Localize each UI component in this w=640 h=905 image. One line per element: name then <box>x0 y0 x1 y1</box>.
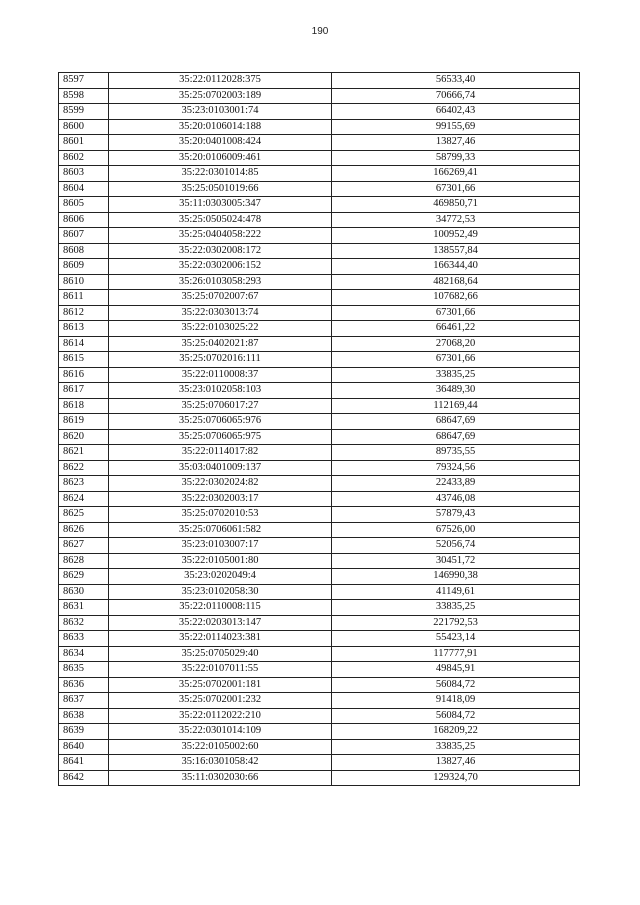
table-row <box>59 631 580 647</box>
cadastral-number-cell: 35:22:0105001:80 <box>109 553 332 569</box>
cadastral-number-cell: 35:25:0706061:582 <box>109 522 332 538</box>
cadastral-number-cell: 35:25:0702001:232 <box>109 693 332 709</box>
value-cell: 67301,66 <box>332 352 580 368</box>
table-row <box>59 166 580 182</box>
table-row <box>59 693 580 709</box>
cadastral-number-cell: 35:22:0302003:17 <box>109 491 332 507</box>
table-row <box>59 476 580 492</box>
cadastral-number-cell: 35:25:0404058:222 <box>109 228 332 244</box>
row-number-cell: 8636 <box>59 677 109 693</box>
value-cell: 33835,25 <box>332 367 580 383</box>
row-number-cell: 8602 <box>59 150 109 166</box>
value-cell: 146990,38 <box>332 569 580 585</box>
value-cell: 112169,44 <box>332 398 580 414</box>
table-row <box>59 600 580 616</box>
row-number-cell: 8614 <box>59 336 109 352</box>
value-cell: 168209,22 <box>332 724 580 740</box>
table-row <box>59 305 580 321</box>
value-cell: 129324,70 <box>332 770 580 786</box>
table-row <box>59 739 580 755</box>
row-number-cell: 8604 <box>59 181 109 197</box>
cadastral-number-cell: 35:22:0112028:375 <box>109 73 332 89</box>
cadastral-number-cell: 35:25:0501019:66 <box>109 181 332 197</box>
value-cell: 43746,08 <box>332 491 580 507</box>
cadastral-number-cell: 35:25:0705029:40 <box>109 646 332 662</box>
value-cell: 70666,74 <box>332 88 580 104</box>
row-number-cell: 8608 <box>59 243 109 259</box>
row-number-cell: 8638 <box>59 708 109 724</box>
row-number-cell: 8632 <box>59 615 109 631</box>
value-cell: 56084,72 <box>332 677 580 693</box>
value-cell: 33835,25 <box>332 600 580 616</box>
registry-table <box>58 72 580 786</box>
value-cell: 66461,22 <box>332 321 580 337</box>
table-row <box>59 491 580 507</box>
table-row <box>59 662 580 678</box>
table-row <box>59 290 580 306</box>
table-row <box>59 569 580 585</box>
table-row <box>59 383 580 399</box>
row-number-cell: 8607 <box>59 228 109 244</box>
table-row <box>59 259 580 275</box>
table-row <box>59 414 580 430</box>
table-row <box>59 243 580 259</box>
value-cell: 49845,91 <box>332 662 580 678</box>
row-number-cell: 8617 <box>59 383 109 399</box>
cadastral-number-cell: 35:22:0301014:109 <box>109 724 332 740</box>
cadastral-number-cell: 35:25:0706017:27 <box>109 398 332 414</box>
row-number-cell: 8627 <box>59 538 109 554</box>
value-cell: 166269,41 <box>332 166 580 182</box>
value-cell: 33835,25 <box>332 739 580 755</box>
table-row <box>59 119 580 135</box>
table-row <box>59 197 580 213</box>
row-number-cell: 8609 <box>59 259 109 275</box>
value-cell: 68647,69 <box>332 414 580 430</box>
value-cell: 57879,43 <box>332 507 580 523</box>
table-row <box>59 274 580 290</box>
row-number-cell: 8620 <box>59 429 109 445</box>
table-row <box>59 321 580 337</box>
cadastral-number-cell: 35:23:0102058:103 <box>109 383 332 399</box>
cadastral-number-cell: 35:22:0302024:82 <box>109 476 332 492</box>
cadastral-number-cell: 35:22:0112022:210 <box>109 708 332 724</box>
cadastral-number-cell: 35:03:0401009:137 <box>109 460 332 476</box>
cadastral-number-cell: 35:20:0401008:424 <box>109 135 332 151</box>
value-cell: 138557,84 <box>332 243 580 259</box>
row-number-cell: 8621 <box>59 445 109 461</box>
value-cell: 67301,66 <box>332 305 580 321</box>
cadastral-number-cell: 35:22:0110008:37 <box>109 367 332 383</box>
value-cell: 166344,40 <box>332 259 580 275</box>
row-number-cell: 8622 <box>59 460 109 476</box>
cadastral-number-cell: 35:25:0706065:975 <box>109 429 332 445</box>
value-cell: 99155,69 <box>332 119 580 135</box>
cadastral-number-cell: 35:25:0702010:53 <box>109 507 332 523</box>
cadastral-number-cell: 35:26:0103058:293 <box>109 274 332 290</box>
table-row <box>59 445 580 461</box>
row-number-cell: 8615 <box>59 352 109 368</box>
value-cell: 100952,49 <box>332 228 580 244</box>
value-cell: 56084,72 <box>332 708 580 724</box>
value-cell: 41149,61 <box>332 584 580 600</box>
row-number-cell: 8624 <box>59 491 109 507</box>
row-number-cell: 8611 <box>59 290 109 306</box>
row-number-cell: 8629 <box>59 569 109 585</box>
cadastral-number-cell: 35:11:0302030:66 <box>109 770 332 786</box>
row-number-cell: 8626 <box>59 522 109 538</box>
value-cell: 56533,40 <box>332 73 580 89</box>
table-row <box>59 584 580 600</box>
table-row <box>59 104 580 120</box>
value-cell: 66402,43 <box>332 104 580 120</box>
row-number-cell: 8639 <box>59 724 109 740</box>
value-cell: 55423,14 <box>332 631 580 647</box>
table-row <box>59 181 580 197</box>
value-cell: 13827,46 <box>332 755 580 771</box>
cadastral-number-cell: 35:23:0102058:30 <box>109 584 332 600</box>
row-number-cell: 8598 <box>59 88 109 104</box>
row-number-cell: 8623 <box>59 476 109 492</box>
cadastral-number-cell: 35:23:0103007:17 <box>109 538 332 554</box>
value-cell: 13827,46 <box>332 135 580 151</box>
cadastral-number-cell: 35:23:0103001:74 <box>109 104 332 120</box>
registry-table-body <box>59 73 580 786</box>
row-number-cell: 8601 <box>59 135 109 151</box>
cadastral-number-cell: 35:22:0301014:85 <box>109 166 332 182</box>
row-number-cell: 8597 <box>59 73 109 89</box>
row-number-cell: 8599 <box>59 104 109 120</box>
value-cell: 221792,53 <box>332 615 580 631</box>
cadastral-number-cell: 35:25:0706065:976 <box>109 414 332 430</box>
table-row <box>59 367 580 383</box>
row-number-cell: 8625 <box>59 507 109 523</box>
table-row <box>59 708 580 724</box>
cadastral-number-cell: 35:11:0303005:347 <box>109 197 332 213</box>
table-row <box>59 150 580 166</box>
cadastral-number-cell: 35:25:0505024:478 <box>109 212 332 228</box>
value-cell: 22433,89 <box>332 476 580 492</box>
page-number: 190 <box>311 26 329 37</box>
value-cell: 67301,66 <box>332 181 580 197</box>
value-cell: 91418,09 <box>332 693 580 709</box>
row-number-cell: 8613 <box>59 321 109 337</box>
cadastral-number-cell: 35:22:0302008:172 <box>109 243 332 259</box>
value-cell: 68647,69 <box>332 429 580 445</box>
value-cell: 469850,71 <box>332 197 580 213</box>
cadastral-number-cell: 35:25:0402021:87 <box>109 336 332 352</box>
value-cell: 89735,55 <box>332 445 580 461</box>
table-row <box>59 212 580 228</box>
cadastral-number-cell: 35:25:0702016:111 <box>109 352 332 368</box>
row-number-cell: 8616 <box>59 367 109 383</box>
cadastral-number-cell: 35:22:0203013:147 <box>109 615 332 631</box>
table-row <box>59 553 580 569</box>
value-cell: 67526,00 <box>332 522 580 538</box>
row-number-cell: 8631 <box>59 600 109 616</box>
value-cell: 482168,64 <box>332 274 580 290</box>
table-row <box>59 724 580 740</box>
table-row <box>59 398 580 414</box>
row-number-cell: 8618 <box>59 398 109 414</box>
row-number-cell: 8610 <box>59 274 109 290</box>
table-row <box>59 646 580 662</box>
table-row <box>59 73 580 89</box>
cadastral-number-cell: 35:25:0702003:189 <box>109 88 332 104</box>
value-cell: 36489,30 <box>332 383 580 399</box>
row-number-cell: 8628 <box>59 553 109 569</box>
cadastral-number-cell: 35:22:0114017:82 <box>109 445 332 461</box>
cadastral-number-cell: 35:25:0702001:181 <box>109 677 332 693</box>
table-row <box>59 460 580 476</box>
value-cell: 30451,72 <box>332 553 580 569</box>
row-number-cell: 8619 <box>59 414 109 430</box>
row-number-cell: 8605 <box>59 197 109 213</box>
table-row <box>59 770 580 786</box>
row-number-cell: 8612 <box>59 305 109 321</box>
row-number-cell: 8633 <box>59 631 109 647</box>
cadastral-number-cell: 35:22:0114023:381 <box>109 631 332 647</box>
table-row <box>59 135 580 151</box>
table-row <box>59 538 580 554</box>
table-row <box>59 352 580 368</box>
table-row <box>59 522 580 538</box>
cadastral-number-cell: 35:22:0110008:115 <box>109 600 332 616</box>
row-number-cell: 8637 <box>59 693 109 709</box>
cadastral-number-cell: 35:22:0103025:22 <box>109 321 332 337</box>
value-cell: 117777,91 <box>332 646 580 662</box>
row-number-cell: 8642 <box>59 770 109 786</box>
value-cell: 58799,33 <box>332 150 580 166</box>
cadastral-number-cell: 35:22:0107011:55 <box>109 662 332 678</box>
row-number-cell: 8635 <box>59 662 109 678</box>
row-number-cell: 8634 <box>59 646 109 662</box>
value-cell: 79324,56 <box>332 460 580 476</box>
row-number-cell: 8603 <box>59 166 109 182</box>
cadastral-number-cell: 35:22:0302006:152 <box>109 259 332 275</box>
table-row <box>59 507 580 523</box>
row-number-cell: 8641 <box>59 755 109 771</box>
value-cell: 107682,66 <box>332 290 580 306</box>
value-cell: 27068,20 <box>332 336 580 352</box>
cadastral-number-cell: 35:16:0301058:42 <box>109 755 332 771</box>
cadastral-number-cell: 35:25:0702007:67 <box>109 290 332 306</box>
row-number-cell: 8640 <box>59 739 109 755</box>
cadastral-number-cell: 35:20:0106009:461 <box>109 150 332 166</box>
table-row <box>59 228 580 244</box>
table-row <box>59 677 580 693</box>
table-row <box>59 615 580 631</box>
cadastral-number-cell: 35:23:0202049:4 <box>109 569 332 585</box>
table-row <box>59 755 580 771</box>
cadastral-number-cell: 35:22:0303013:74 <box>109 305 332 321</box>
value-cell: 34772,53 <box>332 212 580 228</box>
value-cell: 52056,74 <box>332 538 580 554</box>
table-row <box>59 429 580 445</box>
table-row <box>59 88 580 104</box>
cadastral-number-cell: 35:22:0105002:60 <box>109 739 332 755</box>
row-number-cell: 8606 <box>59 212 109 228</box>
row-number-cell: 8630 <box>59 584 109 600</box>
table-row <box>59 336 580 352</box>
cadastral-number-cell: 35:20:0106014:188 <box>109 119 332 135</box>
row-number-cell: 8600 <box>59 119 109 135</box>
